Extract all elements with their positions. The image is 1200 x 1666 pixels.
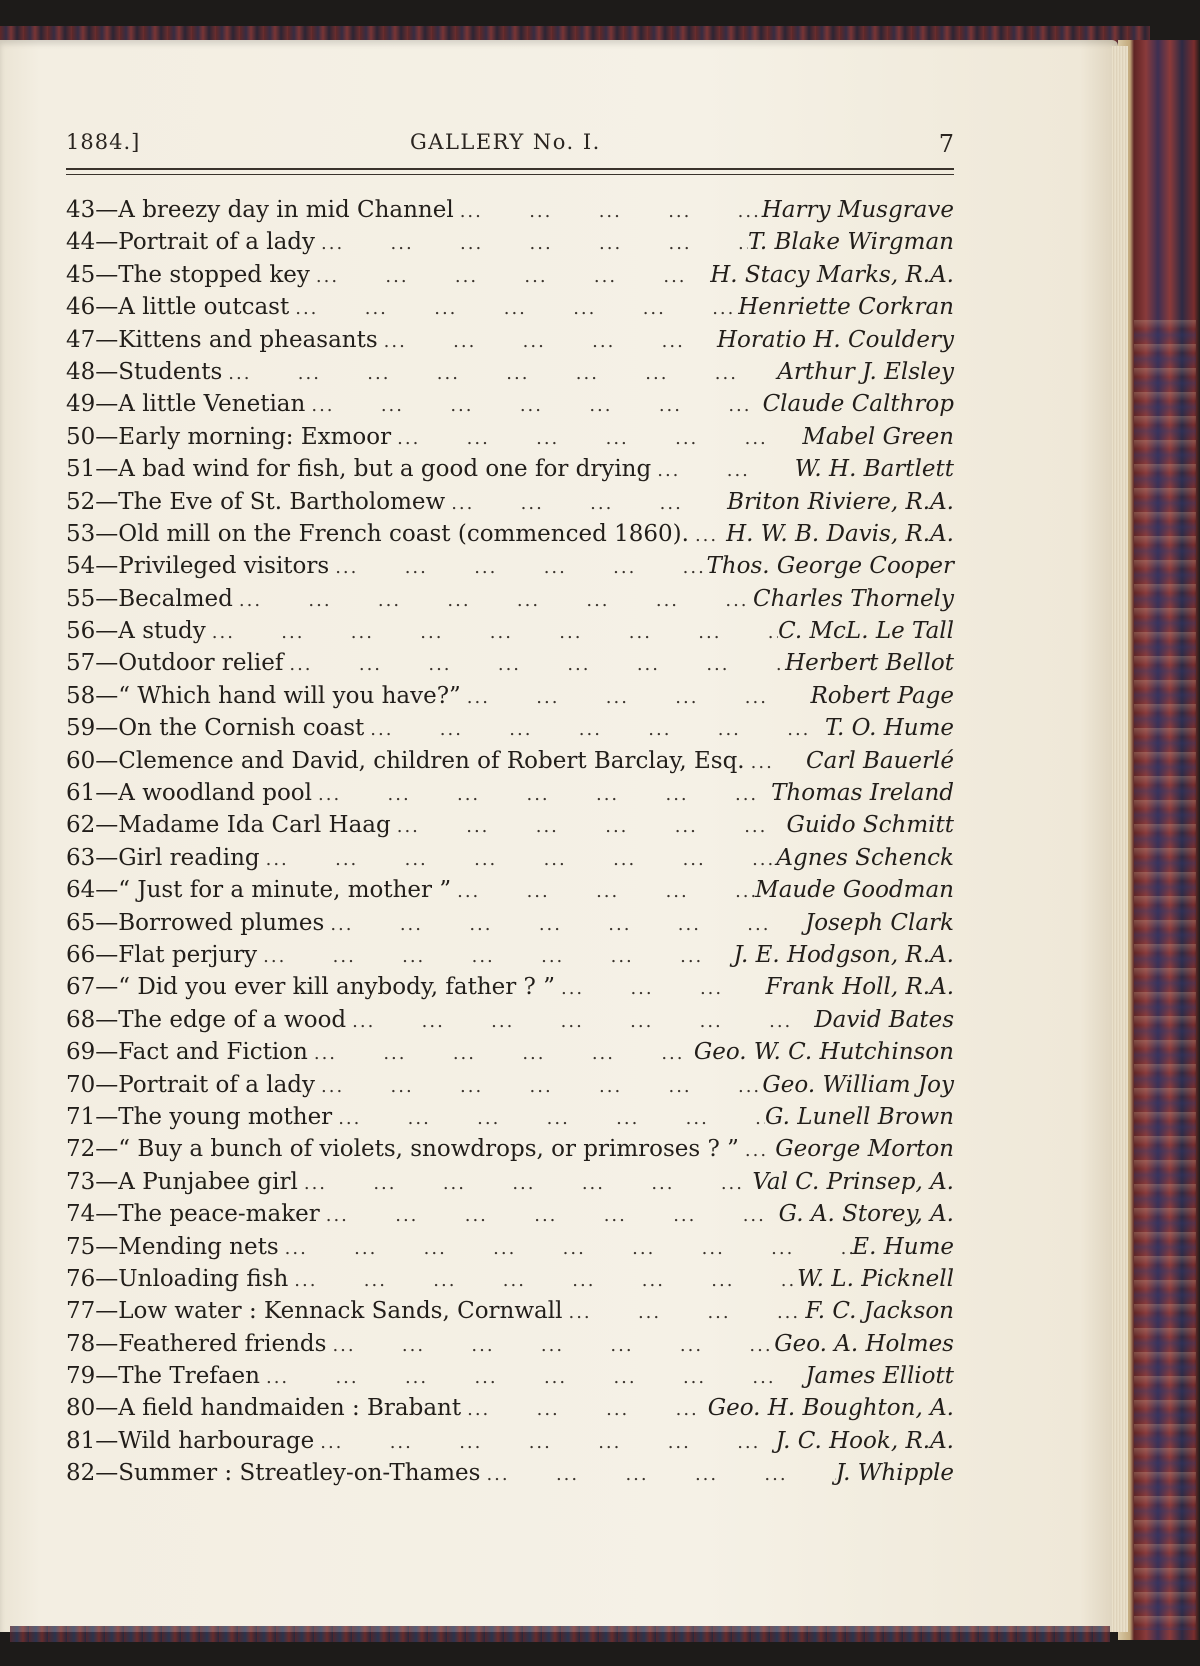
entry-artist: Briton Riviere, R.A. [727,488,954,515]
entry-artist: Harry Musgrave [761,197,954,223]
catalogue-entry [66,1263,954,1295]
entry-artist: Geo. William Joy [762,1071,954,1098]
entry-dash: — [95,326,119,353]
catalogue-entry [66,1328,954,1360]
entry-number: 62 [66,812,96,839]
leader-dots [308,1038,694,1070]
catalogue-entry [66,291,954,323]
entry-dash: — [95,1103,119,1130]
leader-dots [451,876,755,908]
leader-dots [260,1362,805,1394]
entry-number: 77 [66,1298,96,1325]
entry-number: 68 [66,1006,96,1033]
entry-title: A bad wind for fish, but a good one for drying [118,456,652,483]
entry-dash: — [95,488,119,515]
leader-dots [480,1459,835,1491]
catalogue-entry [66,647,954,679]
entry-title: Clemence and David, children of Robert Barclay, Esq. [118,747,745,774]
entry-artist: W. H. Bartlett [794,456,954,483]
entry-dash: — [95,358,119,385]
entry-dash: — [95,877,119,904]
entry-title: The edge of a wood [118,1006,347,1033]
catalogue-entry [66,1231,954,1263]
header-year: 1884.] [66,130,141,154]
entry-title: “ Which hand will you have?” [118,682,461,709]
entry-artist: G. Lunell Brown [765,1103,954,1130]
entry-number: 69 [66,1039,96,1066]
entry-artist: George Morton [775,1136,954,1163]
catalogue-entry [66,745,954,777]
entry-title: The young mother [118,1103,333,1130]
entry-artist: J. E. Hodgson, R.A. [733,941,954,968]
leader-dots [257,941,733,973]
leader-dots [562,1297,805,1329]
entry-title: Old mill on the French coast (commenced 1860). [118,520,689,547]
entry-title: Girl reading [118,844,260,871]
entry-artist: T. Blake Wirgman [747,229,954,256]
entry-title: On the Cornish coast [118,715,365,742]
entry-dash: — [95,1201,119,1228]
leader-dots [324,909,805,941]
leader-dots [651,455,795,487]
entry-dash: — [95,844,119,871]
entry-title: A breezy day in mid Channel [118,197,454,223]
entry-artist: Geo. A. Holmes [774,1330,954,1357]
entry-number: 49 [66,391,96,418]
entry-artist: Charles Thornely [753,585,954,612]
leader-dots [461,1394,708,1426]
entry-title: Mending nets [118,1233,279,1260]
entry-artist: Carl Bauerlé [806,747,954,774]
entry-artist: G. A. Storey, A. [778,1201,954,1228]
entry-dash: — [95,1427,119,1454]
entry-number: 76 [66,1265,96,1292]
entry-number: 64 [66,877,96,904]
catalogue-entry [66,226,954,258]
leader-dots [305,390,762,422]
entry-number: 43 [66,197,96,223]
leader-dots [378,326,717,358]
leader-dots [315,228,748,260]
entry-dash: — [95,618,119,645]
catalogue-entry [66,356,954,388]
entry-title: Students [118,358,223,385]
entry-dash: — [95,1136,119,1163]
entry-number: 53 [66,520,96,547]
entry-number: 54 [66,553,96,580]
entry-number: 74 [66,1201,96,1228]
leader-dots [298,1168,753,1200]
entry-dash: — [95,650,119,677]
catalogue-entry [66,1457,954,1489]
leader-dots [689,520,726,552]
leader-dots [312,779,771,811]
entry-title: Becalmed [118,585,233,612]
catalogue-entry [66,518,954,550]
entry-dash: — [95,941,119,968]
entry-dash: — [95,715,119,742]
entry-title: Summer : Streatley-on-Thames [118,1460,481,1487]
entry-artist: J. Whipple [835,1460,954,1487]
leader-dots [279,1233,853,1265]
leader-dots [346,1006,814,1038]
leader-dots [329,552,706,584]
entry-dash: — [95,197,119,223]
catalogue-entry [66,1198,954,1230]
entry-title: Madame Ida Carl Haag [118,812,391,839]
entry-number: 78 [66,1330,96,1357]
leader-dots [222,358,777,390]
catalogue-entry [66,324,954,356]
entry-dash: — [95,909,119,936]
entry-dash: — [95,812,119,839]
leader-dots [314,1427,775,1459]
catalogue-entry [66,1133,954,1165]
entry-artist: Frank Holl, R.A. [765,974,954,1001]
entry-artist: Robert Page [810,682,954,709]
entry-title: Outdoor relief [118,650,284,677]
leader-dots [454,196,762,228]
entry-dash: — [95,423,119,450]
entry-dash: — [95,553,119,580]
entry-artist: W. L. Picknell [797,1265,954,1292]
entry-number: 59 [66,715,96,742]
entry-number: 47 [66,326,96,353]
leader-dots [332,1103,765,1135]
entry-artist: T. O. Hume [824,715,954,742]
entry-number: 80 [66,1395,96,1422]
catalogue-entry [66,486,954,518]
marbled-bottom-edge [10,1626,1110,1642]
entry-dash: — [95,585,119,612]
entry-artist: Geo. W. C. Hutchinson [693,1039,954,1066]
catalogue-entry [66,1069,954,1101]
leader-dots [555,973,766,1005]
leader-dots [206,617,778,649]
entry-artist: Henriette Corkran [738,294,954,321]
running-header [66,80,954,158]
catalogue-entry [66,777,954,809]
leader-dots [310,261,710,293]
entry-artist: E. Hume [852,1233,954,1260]
entry-title: A field handmaiden : Brabant [118,1395,462,1422]
entry-title: Wild harbourage [118,1427,315,1454]
entry-dash: — [95,1330,119,1357]
catalogue-entry [66,453,954,485]
entry-number: 44 [66,229,96,256]
catalogue-entry [66,971,954,1003]
catalogue-entry [66,842,954,874]
entry-dash: — [95,456,119,483]
entry-title: The Eve of St. Bartholomew [118,488,446,515]
entry-title: Kittens and pheasants [118,326,378,353]
entry-title: “ Did you ever kill anybody, father ? ” [118,974,555,1001]
entry-number: 66 [66,941,96,968]
catalogue-entry [66,259,954,291]
entry-number: 57 [66,650,96,677]
entry-artist: Guido Schmitt [786,812,954,839]
entry-number: 46 [66,294,96,321]
leader-dots [288,1265,797,1297]
catalogue-entry [66,388,954,420]
entry-dash: — [95,682,119,709]
entry-title: The peace-maker [118,1201,320,1228]
leader-dots [461,682,811,714]
entry-artist: Mabel Green [802,423,954,450]
entry-title: Portrait of a lady [118,229,316,256]
entry-dash: — [95,391,119,418]
entry-dash: — [95,1006,119,1033]
entry-dash: — [95,974,119,1001]
entry-number: 82 [66,1460,96,1487]
catalogue-entry [66,615,954,647]
entry-number: 70 [66,1071,96,1098]
entry-artist: Thos. George Cooper [706,553,954,580]
leader-dots [391,811,787,843]
entry-number: 71 [66,1103,96,1130]
entry-dash: — [95,1395,119,1422]
entry-artist: Thomas Ireland [771,780,954,807]
entry-number: 63 [66,844,96,871]
entry-artist: Maude Goodman [755,877,954,904]
page-number: 7 [938,130,954,158]
entry-artist: Agnes Schenck [776,844,954,871]
entry-dash: — [95,1168,119,1195]
entry-title: Fact and Fiction [118,1039,308,1066]
entry-artist: David Bates [814,1006,954,1033]
leader-dots [326,1330,774,1362]
entry-number: 48 [66,358,96,385]
entry-artist: F. C. Jackson [805,1298,954,1325]
entry-title: A study [118,618,206,645]
entry-number: 56 [66,618,96,645]
entry-number: 67 [66,974,96,1001]
entry-number: 75 [66,1233,96,1260]
leader-dots [260,844,777,876]
leader-dots [315,1071,762,1103]
entry-artist: James Elliott [805,1363,954,1390]
leader-dots [739,1135,775,1167]
leader-dots [289,293,738,325]
entry-title: The Trefaen [118,1363,260,1390]
leader-dots [233,585,753,617]
entry-artist: Horatio H. Couldery [717,326,954,353]
entry-number: 65 [66,909,96,936]
entry-title: “ Buy a bunch of violets, snowdrops, or primroses ? ” [118,1136,739,1163]
catalogue-entry [66,1101,954,1133]
entry-number: 79 [66,1363,96,1390]
catalogue-entry [66,1392,954,1424]
entry-dash: — [95,1298,119,1325]
entry-number: 55 [66,585,96,612]
entry-dash: — [95,747,119,774]
entry-number: 45 [66,261,96,288]
catalogue-entry [66,939,954,971]
leader-dots [445,488,727,520]
entry-title: Portrait of a lady [118,1071,316,1098]
entry-artist: Joseph Clark [805,909,954,936]
entry-dash: — [95,520,119,547]
entry-artist: Arthur J. Elsley [777,358,954,385]
entry-number: 60 [66,747,96,774]
entry-dash: — [95,1039,119,1066]
entry-number: 58 [66,682,96,709]
catalogue-entry [66,1166,954,1198]
entry-title: A little Venetian [118,391,306,418]
catalogue-entry [66,1425,954,1457]
entry-artist: Herbert Bellot [785,650,954,677]
entry-title: Early morning: Exmoor [118,423,392,450]
entry-artist: Geo. H. Boughton, A. [707,1395,954,1422]
entry-title: Privileged visitors [118,553,330,580]
catalogue-entry [66,680,954,712]
catalogue-entry [66,907,954,939]
catalogue-entry [66,1295,954,1327]
entry-dash: — [95,1265,119,1292]
catalogue-entry [66,421,954,453]
catalogue-entry [66,1004,954,1036]
entry-artist: H. Stacy Marks, R.A. [710,261,954,288]
header-rule [66,168,954,170]
entry-dash: — [95,1363,119,1390]
entry-title: A Punjabee girl [118,1168,298,1195]
entry-title: Flat perjury [118,941,258,968]
entry-dash: — [95,294,119,321]
entry-title: The stopped key [118,261,310,288]
catalogue-entry [66,1360,954,1392]
entry-number: 72 [66,1136,96,1163]
entry-title: “ Just for a minute, mother ” [118,877,452,904]
entry-title: A woodland pool [118,780,312,807]
entry-title: A little outcast [118,294,290,321]
entry-number: 51 [66,456,96,483]
catalogue-list [66,194,954,1490]
entry-number: 81 [66,1427,96,1454]
entry-dash: — [95,261,119,288]
catalogue-entry [66,712,954,744]
leader-dots [364,714,825,746]
leader-dots [320,1200,779,1232]
entry-number: 52 [66,488,96,515]
entry-dash: — [95,229,119,256]
entry-title: Borrowed plumes [118,909,325,936]
header-rule-thin [66,174,954,175]
entry-title: Low water : Kennack Sands, Cornwall [118,1298,563,1325]
leader-dots [391,423,802,455]
entry-title: Feathered friends [118,1330,327,1357]
catalogue-entry [66,583,954,615]
entry-artist: Claude Calthrop [762,391,954,418]
entry-dash: — [95,1233,119,1260]
catalogue-entry [66,194,954,226]
entry-artist: C. McL. Le Tall [778,618,954,645]
entry-dash: — [95,1071,119,1098]
entry-number: 73 [66,1168,96,1195]
catalogue-entry [66,550,954,582]
entry-title: Unloading fish [118,1265,289,1292]
catalogue-entry [66,874,954,906]
leader-dots [745,747,806,779]
entry-dash: — [95,1460,119,1487]
leader-dots [283,649,785,681]
entry-dash: — [95,780,119,807]
entry-number: 61 [66,780,96,807]
header-title: GALLERY No. I. [410,130,601,154]
entry-artist: H. W. B. Davis, R.A. [726,520,954,547]
entry-artist: J. C. Hook, R.A. [775,1427,954,1454]
cover-texture [1134,320,1196,1630]
catalogue-entry [66,809,954,841]
entry-number: 50 [66,423,96,450]
entry-artist: Val C. Prinsep, A. [752,1168,954,1195]
catalogue-entry [66,1036,954,1068]
page-edges [1112,46,1128,1632]
